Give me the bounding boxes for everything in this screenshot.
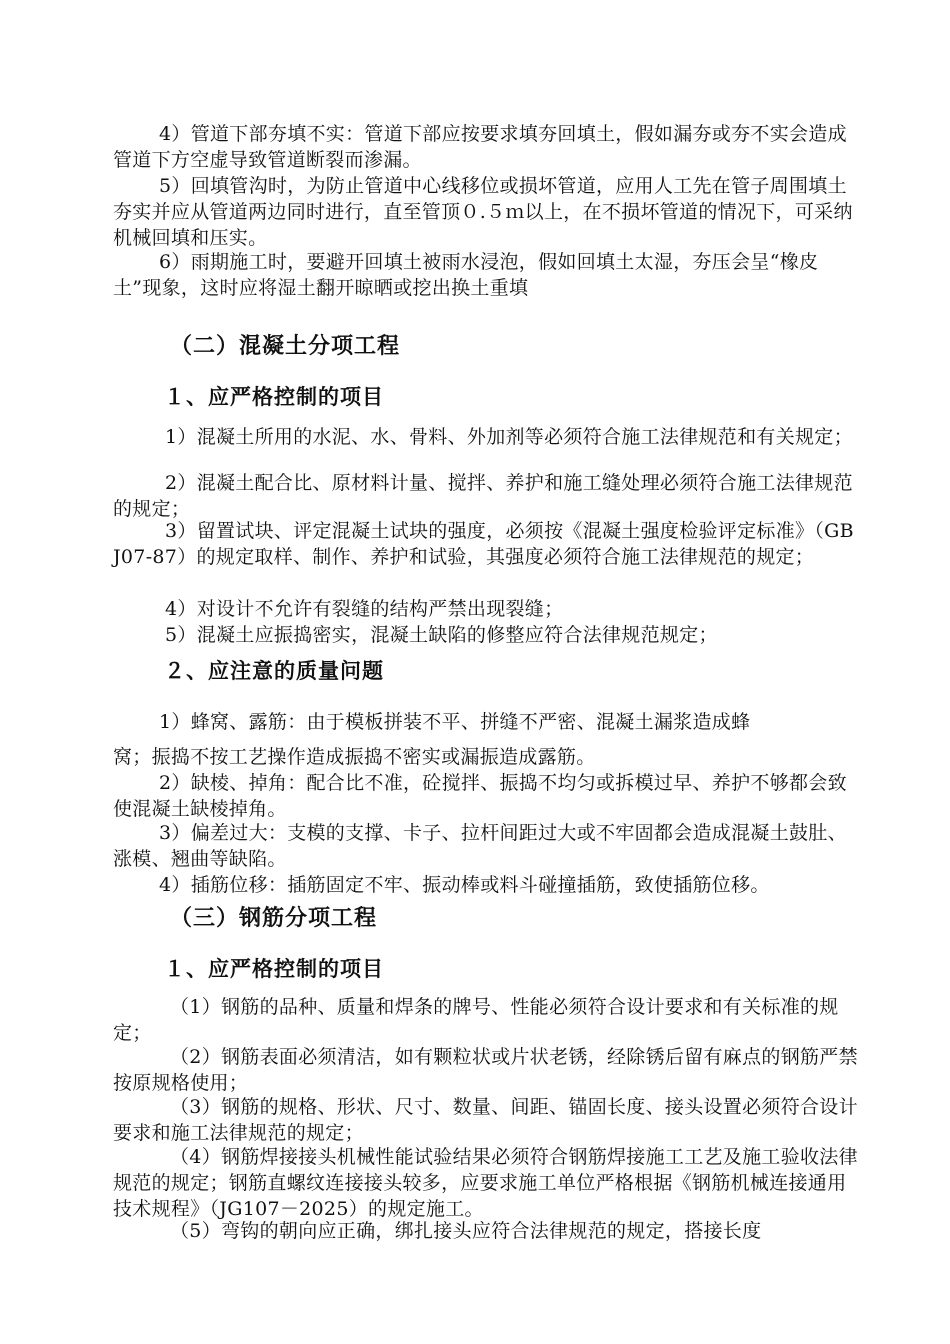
subsection-title-rebar-control: １、应严格控制的项目 [164,957,384,981]
subsection-title-concrete-control: １、应严格控制的项目 [164,385,384,409]
paragraph-concrete-control-4: 4）对设计不允许有裂缝的结构严禁出现裂缝； [165,598,564,620]
paragraph-backfill-4: 4）管道下部夯填不实：管道下部应按要求填夯回填土，假如漏夯或夯不实会造成管道下方空虚导致管道断裂而渗漏。 [113,123,847,171]
section-title-concrete: （二）混凝土分项工程 [170,334,401,359]
paragraph-backfill-5: 5）回填管沟时，为防止管道中心线移位或损坏管道，应用人工先在管子周围填土夯实并应从管道两边同时进行，直至管顶０.５ｍ以上，在不损坏管道的情况下，可采纳机械回填和压实。 [113,175,853,249]
paragraph-rebar-control-1: （1）钢筋的品种、质量和焊条的牌号、性能必须符合设计要求和有关标准的规定； [113,996,839,1044]
paragraph-concrete-control-1: 1）混凝土所用的水泥、水、骨料、外加剂等必须符合施工法律规范和有关规定； [165,426,853,448]
paragraph-concrete-quality-4: 4）插筋位移：插筋固定不牢、振动棒或料斗碰撞插筋，致使插筋位移。 [159,874,770,896]
section-title-rebar: （三）钢筋分项工程 [170,906,378,931]
paragraph-concrete-control-3: 3）留置试块、评定混凝土试块的强度，必须按《混凝土强度检验评定标准》（GBJ07-87）的规定取样、制作、养护和试验，其强度必须符合施工法律规范的规定； [113,520,854,568]
subsection-title-concrete-quality: ２、应注意的质量问题 [164,659,384,683]
paragraph-concrete-control-2: 2）混凝土配合比、原材料计量、搅拌、养护和施工缝处理必须符合施工法律规范的规定； [113,472,853,520]
paragraph-concrete-control-5: 5）混凝土应振捣密实，混凝土缺陷的修整应符合法律规范规定； [165,624,718,646]
paragraph-concrete-quality-3: 3）偏差过大：支模的支撑、卡子、拉杆间距过大或不牢固都会造成混凝土鼓肚、涨模、翘曲等缺陷。 [113,822,847,870]
paragraph-concrete-quality-2: 2）缺棱、掉角：配合比不准，砼搅拌、振捣不均匀或拆模过早、养护不够都会致使混凝土缺棱掉角。 [113,772,847,820]
paragraph-rebar-control-5: （5）弯钩的朝向应正确，绑扎接头应符合法律规范的规定，搭接长度 [170,1220,762,1242]
paragraph-backfill-6: 6）雨期施工时，要避开回填土被雨水浸泡，假如回填土太湿，夯压会呈“橡皮土”现象，这时应将湿土翻开晾晒或挖出换土重填 [113,251,819,299]
paragraph-concrete-quality-1-line2: 窝；振捣不按工艺操作造成振捣不密实或漏振造成露筋。 [113,746,596,768]
paragraph-rebar-control-4: （4）钢筋焊接接头机械性能试验结果必须符合钢筋焊接施工工艺及施工验收法律规范的规定；钢筋直螺纹连接接头较多，应要求施工单位严格根据《钢筋机械连接通用技术规程》（JG107－2025）的规定施工。 [113,1146,858,1220]
paragraph-rebar-control-2: （2）钢筋表面必须清洁，如有颗粒状或片状老锈，经除锈后留有麻点的钢筋严禁按原规格使用； [113,1046,858,1094]
paragraph-rebar-control-3: （3）钢筋的规格、形状、尺寸、数量、间距、锚固长度、接头设置必须符合设计要求和施工法律规范的规定； [113,1096,858,1144]
paragraph-concrete-quality-1-line1: 1）蜂窝、露筋：由于模板拼装不平、拼缝不严密、混凝土漏浆造成蜂 [159,711,751,733]
